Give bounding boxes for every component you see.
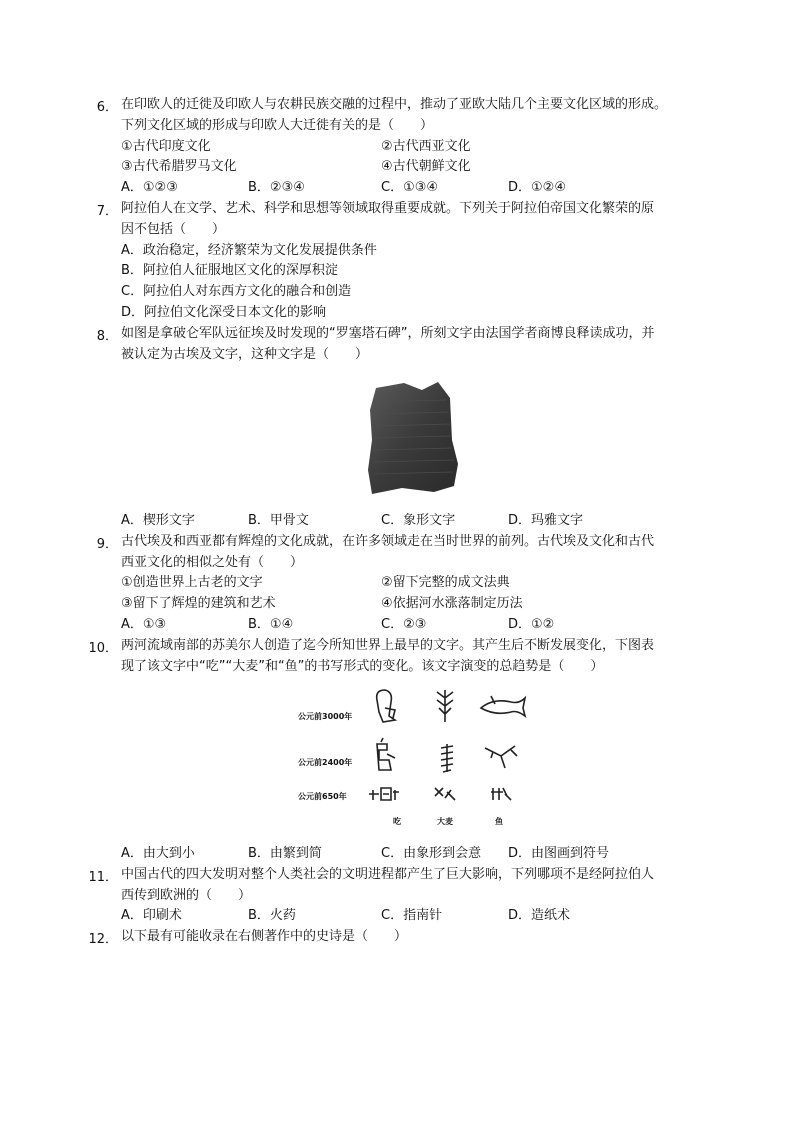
question-11-stem-line-1: 中国古代的四大发明对整个人类社会的文明进程都产生了巨大影响，下列哪项不是经阿拉伯人 bbox=[121, 867, 655, 882]
question-6-option-d[interactable]: D．①②④ bbox=[508, 180, 566, 195]
question-9-option-b[interactable]: B．①④ bbox=[248, 617, 294, 632]
question-6-item-2: ②古代西亚文化 bbox=[381, 139, 471, 154]
question-8-number: 8． bbox=[96, 329, 118, 344]
question-6-item-3: ③古代希腊罗马文化 bbox=[121, 159, 237, 174]
question-6-number: 6． bbox=[96, 100, 118, 115]
question-9-number: 9． bbox=[96, 537, 118, 552]
question-9-item-2: ②留下完整的成文法典 bbox=[381, 575, 510, 590]
question-10-option-d[interactable]: D．由图画到符号 bbox=[508, 846, 610, 861]
question-8-option-b[interactable]: B．甲骨文 bbox=[248, 513, 309, 528]
question-7-number: 7． bbox=[96, 204, 118, 219]
question-6-stem-line-1: 在印欧人的迁徙及印欧人与农耕民族交融的过程中，推动了亚欧大陆几个主要文化区域的形成。 bbox=[121, 97, 668, 112]
question-9-item-3: ③留下了辉煌的建筑和艺术 bbox=[121, 596, 276, 611]
era-label-650bc: 公元前650年 bbox=[298, 792, 347, 801]
era-label-3000bc: 公元前3000年 bbox=[298, 712, 353, 721]
question-6-item-1: ①古代印度文化 bbox=[121, 139, 211, 154]
question-10-option-b[interactable]: B．由繁到简 bbox=[248, 846, 322, 861]
cuneiform-evolution-figure bbox=[290, 686, 540, 826]
question-11-option-b[interactable]: B．火药 bbox=[248, 908, 296, 923]
cuneiform-glyphs bbox=[365, 686, 540, 811]
question-8-option-d[interactable]: D．玛雅文字 bbox=[508, 513, 584, 528]
question-7-stem-line-2: 因不包括（ ） bbox=[121, 222, 226, 237]
question-6-option-a[interactable]: A．①②③ bbox=[121, 180, 178, 195]
rosetta-stone-image bbox=[364, 380, 460, 500]
question-8-option-c[interactable]: C．象形文字 bbox=[381, 513, 456, 528]
question-8-stem-line-2: 被认定为古埃及文字，这种文字是（ ） bbox=[121, 347, 369, 362]
question-9-option-a[interactable]: A．①③ bbox=[121, 617, 167, 632]
question-6-stem-line-2: 下列文化区域的形成与印欧人大迁徙有关的是（ ） bbox=[121, 118, 434, 133]
question-6-item-4: ④古代朝鲜文化 bbox=[381, 159, 471, 174]
question-7-stem-line-1: 阿拉伯人在文学、艺术、科学和思想等领域取得重要成就。下列关于阿拉伯帝国文化繁荣的原 bbox=[121, 201, 655, 216]
question-8-stem-line-1: 如图是拿破仑军队远征埃及时发现的“罗塞塔石碑”，所刻文字由法国学者商博良释读成功，并 bbox=[121, 326, 655, 341]
question-12-stem-line-1: 以下最有可能收录在右侧著作中的史诗是（ ） bbox=[121, 929, 408, 944]
question-9-item-4: ④依据河水涨落制定历法 bbox=[381, 596, 523, 611]
question-10-option-c[interactable]: C．由象形到会意 bbox=[381, 846, 482, 861]
question-10-number: 10． bbox=[88, 641, 118, 656]
question-11-number: 11． bbox=[88, 870, 118, 885]
era-label-2400bc: 公元前2400年 bbox=[298, 758, 353, 767]
question-8-option-a[interactable]: A．楔形文字 bbox=[121, 513, 195, 528]
question-7-option-b[interactable]: B．阿拉伯人征服地区文化的深厚积淀 bbox=[121, 263, 338, 278]
question-6-option-c[interactable]: C．①③④ bbox=[381, 180, 439, 195]
question-12-number: 12． bbox=[88, 932, 118, 947]
question-9-item-1: ①创造世界上古老的文字 bbox=[121, 575, 263, 590]
question-9-stem-line-2: 西亚文化的相似之处有（ ） bbox=[121, 555, 304, 570]
question-9-stem-line-1: 古代埃及和西亚都有辉煌的文化成就，在许多领域走在当时世界的前列。古代埃及文化和古代 bbox=[121, 534, 655, 549]
question-11-option-d[interactable]: D．造纸术 bbox=[508, 908, 571, 923]
question-7-option-c[interactable]: C．阿拉伯人对东西方文化的融合和创造 bbox=[121, 284, 352, 299]
glyph-label-barley: 大麦 bbox=[437, 817, 453, 826]
question-6-option-b[interactable]: B．②③④ bbox=[248, 180, 305, 195]
question-10-stem-line-1: 两河流域南部的苏美尔人创造了迄今所知世界上最早的文字。其产生后不断发展变化，下图表 bbox=[121, 638, 655, 653]
question-10-option-a[interactable]: A．由大到小 bbox=[121, 846, 195, 861]
question-11-stem-line-2: 西传到欧洲的（ ） bbox=[121, 888, 252, 903]
question-10-stem-line-2: 现了该文字中“吃”“大麦”和“鱼”的书写形式的变化。该文字演变的总趋势是（ ） bbox=[121, 659, 604, 674]
question-7-option-a[interactable]: A．政治稳定，经济繁荣为文化发展提供条件 bbox=[121, 243, 377, 258]
question-11-option-a[interactable]: A．印刷术 bbox=[121, 908, 182, 923]
question-9-option-d[interactable]: D．①② bbox=[508, 617, 555, 632]
question-7-option-d[interactable]: D．阿拉伯文化深受日本文化的影响 bbox=[121, 305, 327, 320]
question-11-option-c[interactable]: C．指南针 bbox=[381, 908, 443, 923]
question-9-option-c[interactable]: C．②③ bbox=[381, 617, 427, 632]
glyph-label-eat: 吃 bbox=[393, 817, 401, 826]
glyph-label-fish: 鱼 bbox=[495, 817, 503, 826]
